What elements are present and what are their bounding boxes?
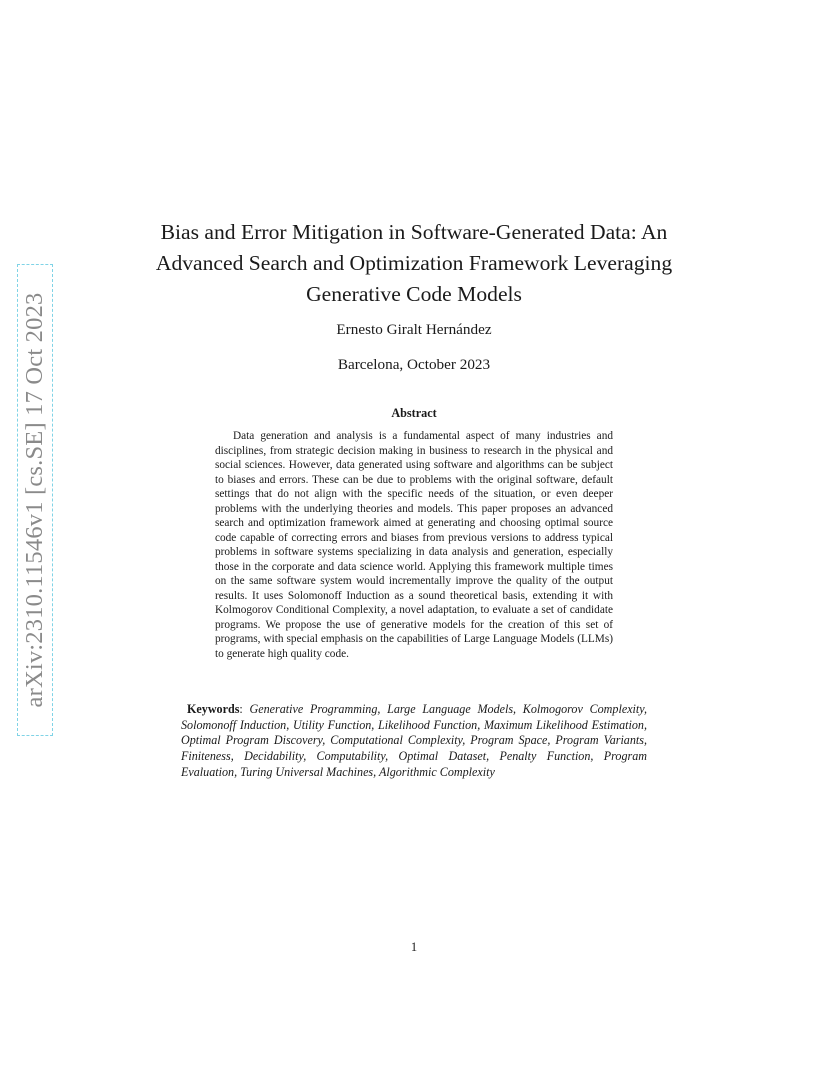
keywords-paragraph [181, 702, 647, 781]
place-and-date: Barcelona, October 2023 [337, 356, 491, 373]
keywords-separator: : [239, 702, 250, 716]
arxiv-identifier[interactable]: arXiv:2310.11546v1 [cs.SE] 17 Oct 2023 [21, 292, 48, 708]
abstract-text: Data generation and analysis is a fundamental aspect of many industries and disciplines, from strategic decision making in business to research in the physical and social sciences. However, data generated using software and algorithms can be subject to biases and errors. These can be due to problems with the original software, default settings that do not align with the specific needs of the situation, or even deeper problems with the underlying theories and models. This paper proposes an advanced search and optimization framework aimed at generating and choosing optimal source code capable of correcting errors and biases from previous versions to address typical problems in software systems specializing in data analysis and generation, especially those in the corporate and data science world. Applying this framework multiple times on the same software system would incrementally improve the quality of the output results. It uses Solomonoff Induction as a sound theoretical basis, extending it with Kolmogorov Conditional Complexity, a novel adaptation, to evaluate a set of candidate programs. We propose the use of generative models for the creation of this set of programs, with special emphasis on the capabilities of Large Language Models (LLMs) to generate high quality code. [215, 430, 613, 660]
page-number: 1 [410, 940, 418, 954]
paper-title: Bias and Error Mitigation in Software-Generated Data: An Advanced Search and Optimization Framework Leveraging Generative Code Models [155, 220, 673, 306]
abstract-heading: Abstract [391, 406, 437, 420]
keywords-label: Keywords [187, 702, 240, 716]
keywords-list: Generative Programming, Large Language Models, Kolmogorov Complexity, Solomonoff Induction, Utility Function, Likelihood Function, Maximum Likelihood Estimation, Optimal Program Discovery, Computational Complexity, Program Space, Program Variants, Finiteness, Decidability, Computability, Optimal Dataset, Penalty Function, Program Evaluation, Turing Universal Machines, Algorithmic Complexity [181, 702, 648, 779]
author-name: Ernesto Giralt Hernández [336, 321, 492, 338]
